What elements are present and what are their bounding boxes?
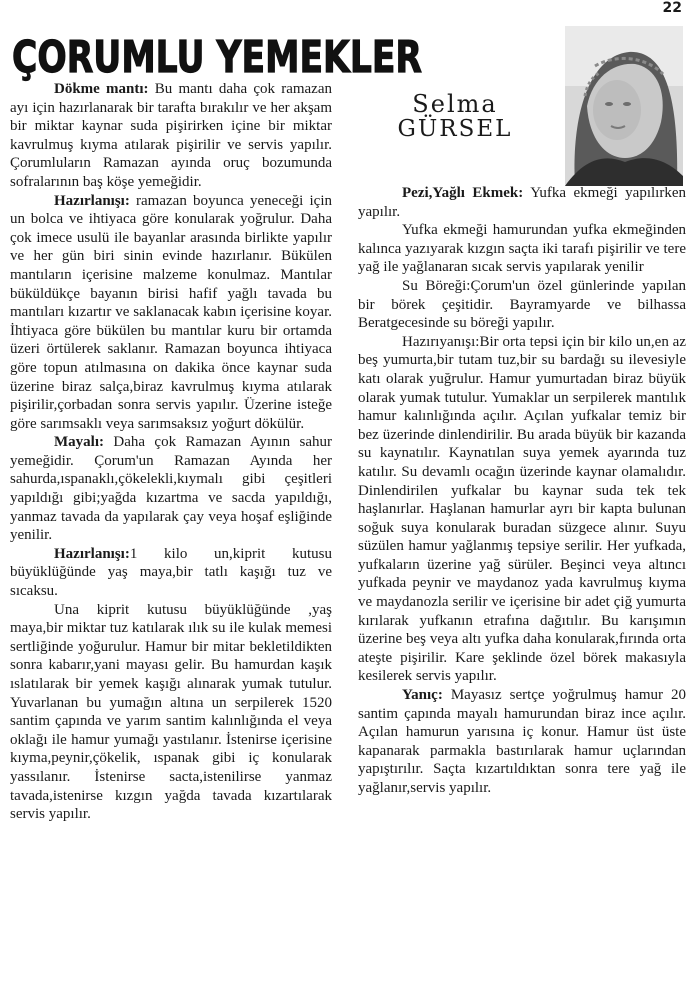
paragraph-su-boregi: Su Böreği:Çorum'un özel günlerinde yapılan bir börek çeşitidir. Bayramyarde ve bilhassa Beratgecesinde su böreği yapılır. — [358, 277, 686, 332]
paragraph-su-boregi-hazirlanisi: Hazırıyanışı:Bir orta tepsi için bir kilo un,en az beş yumurta,bir tutam tuz,bir su bardağı su ilevesiyle katı olarak yuğrulur. Hamur yumurtadan biraz büyük olarak yumak tutulur. Yumaklar un serpilerek mantılık hamur kalınlığında açılır. Açılan yufkalar temiz bir bez üzerinde dinlendirilir. Bu arada büyük bir kazanda su kaynatılır. Kaynatılan suya yemek ayarında tuz katılır. Su devamlı ocağın üzerinde kaynar olamalıdır. Dinlendirilen yufkalar bu kaynar suda tek tek haşlanırlar. Haşlanan hamurlar ayrı bir kapta bulunan soğuk suya konularak buradan süzgece alınır. Suyu süzülen hamur yağlanmış tepsiye serilir. Her yufkada, yufkaların üzerine yağ sürüler. Beşinci veya altıncı yufkada peynir ve maydanoz yada kavrulmuş kıyma ve maydanozla serilir ve içerisine bir adet çiğ yumurta kırılarak yufkanın etrafına dağıtılır. Bu karışımın üzerine beş veya altı yufka daha konularak,fırında orta ateşte pişirilir. Kare şeklinde özel börek makasıyla kesilerek servis yapılır. — [358, 333, 686, 685]
author-last-name: GÜRSEL — [397, 116, 513, 143]
paragraph-mayali-yapilisi: Una kiprit kutusu büyüklüğünde ,yaş maya,bir miktar tuz katılarak ılık su ile kulak memesi sertliğinde yoğurulur. Hamur bir mitar bekletildikten sonra kabarır,yani mayası gelir. Bu hamurdan kaşık ıslatılarak bir yemek kaşığı alınarak yumak tutulur. Yuvarlanan bu yumağın altına un serpilerek 1520 santim çapında ve yarım santim kalınlığında el veya oklağı ile hamur yumağı yastılanır. İstenirse içerisine kıyma,peynir,çökelik, ıspanak gibi iç konularak yassılanır. İstenirse sacta,istenilirse yanmaz tavada,istenirse kızgın yağda tavada kızartılarak servis yapılır. — [10, 601, 332, 823]
paragraph-mayali-hazirlanisi: Hazırlanışı:1 kilo un,kiprit kutusu büyüklüğünde yaş maya,bir tatlı kaşığı tuz ve sıcaksu. — [10, 545, 332, 600]
paragraph-dokme-hazirlanisi: Hazırlanışı: ramazan boyunca yeneceği için un bolca ve ihtiyaca göre konularak yoğrulur. Daha çok imece usulü ile bayanlar arasında birlikte yapılır ve her gün biri sinin evinde hazırlanır. Bükülen mantıların içerisine malzeme konulmaz. Mantılar büküldükçe bayanın birisi hafif yağlı tavada bu mantıları kızartır ve saklanacak kabın içerisine koyar. İhtiyaca göre bükülen bu mantılar kuru bir ortamda üzeri örtülerek saklanır. Ramazan boyunca ihtiyaca göre topun atılmasına on dakika önce kaynar suda üzerine biraz salça,biraz kavrulmuş kıyma atılarak pişirilir,çorbadan sonra servis yapılır. Üzerine isteğe göre sarımsaklı veya sarımsaksız yoğurt dökülür. — [10, 192, 332, 432]
paragraph-mayali: Mayalı: Daha çok Ramazan Ayının sahur yemeğidir. Çorum'un Ramazan Ayında her sahurda,ıspanaklı,çökelekli,kıymalı gibi çeşitleri yapıldığı gibi;yağda kızartma ve sacda yapıldığı, yanmaz tavada da yapılarak çay veya hoşaf eşliğinde yenilir. — [10, 434, 332, 544]
paragraph-pezi-yapilisi: Yufka ekmeği hamurundan yufka ekmeğinden kalınca yazıyarak kızgın saçta iki tarafı pişirilir ve tere yağ ile yağlanaran sıcak servis yapılarak yenilir — [358, 222, 686, 276]
right-column — [358, 184, 686, 798]
paragraph-pezi: Pezi,Yağlı Ekmek: Yufka ekmeği yapılırken yapılır. — [358, 185, 686, 220]
paragraph-dokme-manti: Dökme mantı: Bu mantı daha çok ramazan ayı için hazırlanarak bir tarafta bırakılır ve her akşam bir miktar kaynar suda pişirirken içine bir miktar kavrulmuş kıyma atılarak pişirilir ve servis yapılır. Çorumluların Ramazan ayında oruç bozumunda sofralarının baş köşe yemeğidir. — [10, 81, 332, 190]
page-number: 22 — [662, 0, 682, 16]
left-column — [10, 80, 332, 824]
author-portrait-photo — [565, 26, 683, 186]
masthead-title-text: ÇORUMLU YEMEKLER — [12, 32, 422, 83]
paragraph-yanic: Yanıç: Mayasız sertçe yoğrulmuş hamur 20 santim çapında mayalı hamurundan biraz ince açılır. Açılan hamurun yarısına iç konur. Hamur üst üste kapanarak parmakla bastırılarak hamur uçlarından yapıştırılır. Saçta kızartıldıktan sonra tere yağ ile yağlanır,servis yapılır. — [358, 687, 686, 796]
author-name — [362, 92, 548, 141]
author-first-name: Selma — [412, 90, 498, 118]
